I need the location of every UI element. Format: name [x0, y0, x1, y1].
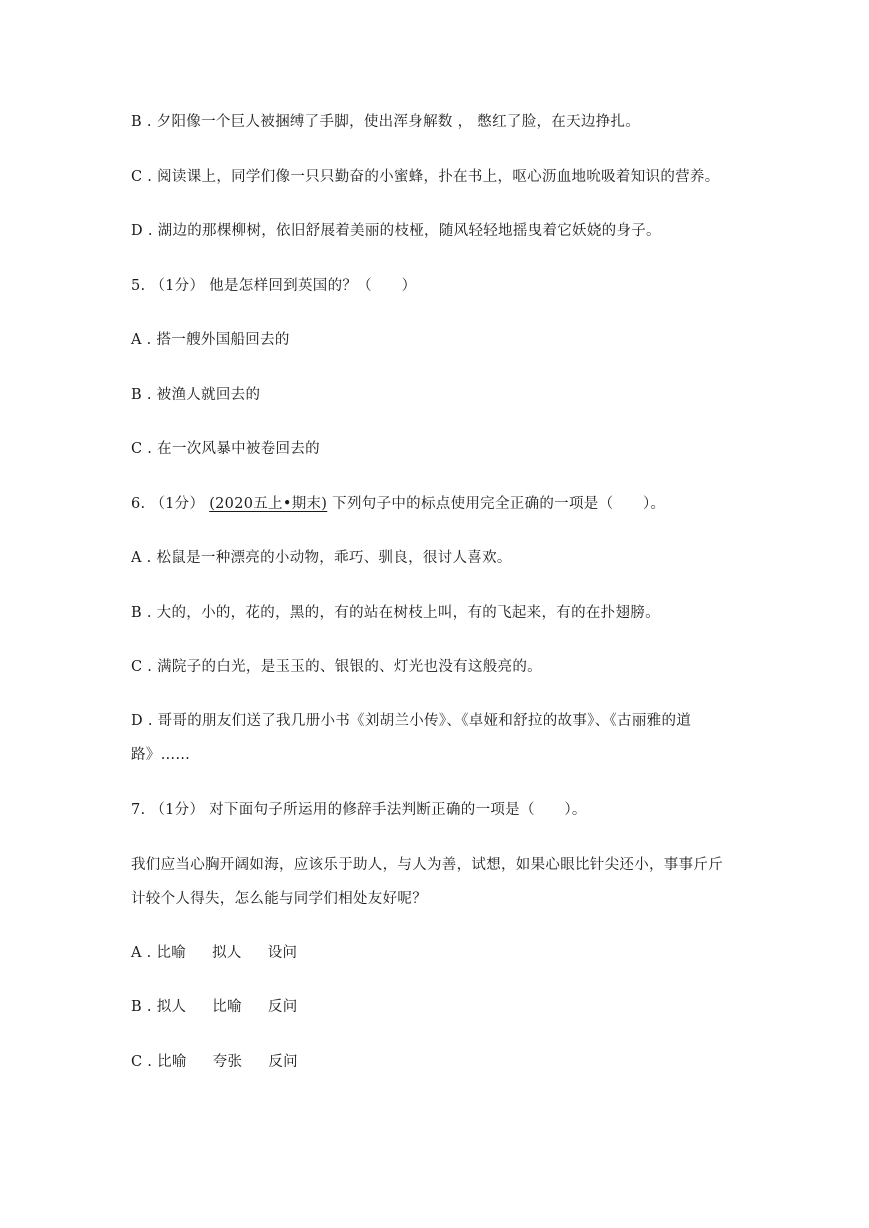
option-letter: B . [131, 999, 157, 1015]
option-term-2: 夸张 [212, 1054, 243, 1070]
question-7-option-a [131, 943, 297, 963]
question-7-option-c [131, 1052, 298, 1072]
question-7-option-b [131, 997, 298, 1017]
option-term-2: 比喻 [212, 999, 242, 1015]
option-term-3: 反问 [268, 1054, 298, 1070]
question-7-passage-line2: 计较个人得失，怎么能与同学们相处友好呢？ [131, 891, 427, 907]
question-6-option-b: B . 大的，小的，花的，黑的，有的站在树枝上叫，有的飞起来，有的在扑翅膀。 [131, 605, 660, 621]
question-6-stem [131, 494, 665, 514]
option-term-2: 拟人 [212, 945, 242, 961]
question-6-text: 下列句子中的标点使用完全正确的一项是（ ）。 [327, 496, 666, 512]
question-6-option-d-line2: 路》…… [131, 747, 191, 763]
question-4-option-b: B . 夕阳像一个巨人被捆缚了手脚，使出浑身解数 ， 憋红了脸，在天边挣扎。 [131, 114, 641, 130]
option-letter: A . [131, 945, 157, 961]
question-7-passage-line1: 我们应当心胸开阔如海，应该乐于助人，与人为善，试想，如果心眼比针尖还小，事事斤斤 [131, 857, 723, 873]
question-5-option-c: C . 在一次风暴中被卷回去的 [131, 441, 320, 457]
question-5-option-a: A . 搭一艘外国船回去的 [131, 332, 290, 348]
question-5-stem: 5. （1分） 他是怎样回到英国的？（ ） [131, 278, 417, 294]
question-5-option-b: B . 被渔人就回去的 [131, 387, 261, 403]
question-6-source-tag[interactable]: (2020五上•期末) [209, 496, 328, 512]
option-term-3: 反问 [267, 999, 298, 1015]
option-term-1: 比喻 [157, 1054, 187, 1070]
question-6-option-a: A . 松鼠是一种漂亮的小动物，乖巧、驯良，很讨人喜欢。 [131, 550, 512, 566]
question-4-option-d: D . 湖边的那棵柳树，依旧舒展着美丽的枝桠，随风轻轻地摇曳着它妖娆的身子。 [131, 223, 661, 239]
question-4-option-c: C . 阅读课上，同学们像一只只勤奋的小蜜蜂，扑在书上，呕心沥血地吮吸着知识的营养。 [131, 169, 720, 185]
question-6-option-c: C . 满院子的白光，是玉玉的、银银的、灯光也没有这般亮的。 [131, 659, 542, 675]
question-7-stem: 7. （1分） 对下面句子所运用的修辞手法判断正确的一项是（ ）。 [131, 802, 587, 818]
option-term-1: 比喻 [156, 945, 187, 961]
option-letter: C . [131, 1054, 158, 1070]
option-term-1: 拟人 [156, 999, 187, 1015]
question-6-prefix: 6. （1分） [131, 496, 210, 512]
question-6-option-d-line1: D . 哥哥的朋友们送了我几册小书《刘胡兰小传》、《卓娅和舒拉的故事》、《古丽雅的道 [131, 713, 692, 729]
option-term-3: 设问 [267, 945, 298, 961]
